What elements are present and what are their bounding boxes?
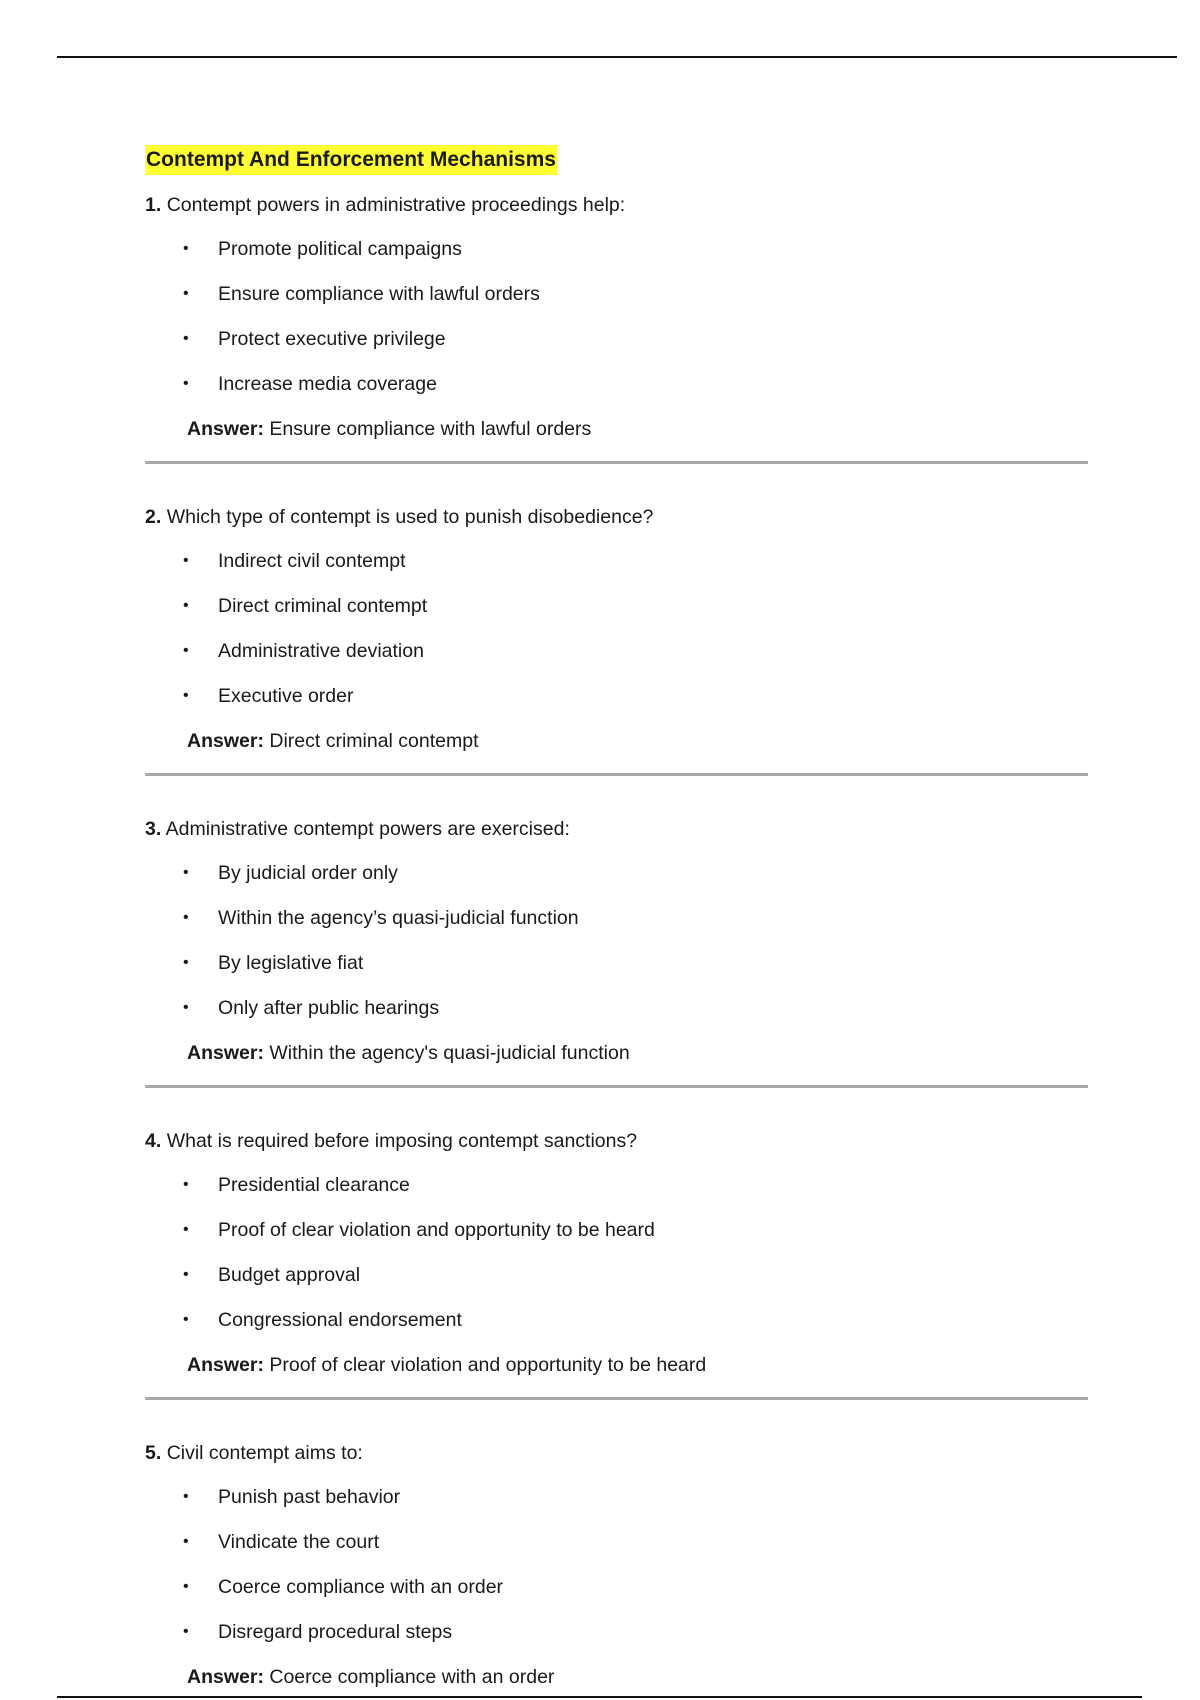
document-body <box>145 145 1090 1691</box>
option-item <box>145 637 1090 665</box>
option-item <box>145 1261 1090 1289</box>
bullet-icon: • <box>183 1176 189 1193</box>
option-item <box>145 547 1090 575</box>
bullet-icon: • <box>183 1488 189 1505</box>
question-text <box>145 503 1090 531</box>
option-text: Promote political campaigns <box>218 238 462 260</box>
option-text: Executive order <box>218 685 354 707</box>
bullet-icon: • <box>183 330 189 347</box>
question-block <box>145 1127 1090 1400</box>
answer-label: Answer: <box>187 1042 264 1064</box>
bullet-icon: • <box>183 597 189 614</box>
bullet-icon: • <box>183 1533 189 1550</box>
option-text: Congressional endorsement <box>218 1309 462 1331</box>
question-divider <box>145 1397 1088 1400</box>
option-list <box>145 547 1090 710</box>
option-item <box>145 1573 1090 1601</box>
option-text: Coerce compliance with an order <box>218 1576 504 1598</box>
section-title: Contempt And Enforcement Mechanisms <box>145 145 557 175</box>
question-block <box>145 1439 1090 1691</box>
option-list <box>145 1171 1090 1334</box>
answer-text: Ensure compliance with lawful orders <box>269 418 592 440</box>
bullet-icon: • <box>183 1311 189 1328</box>
bullet-icon: • <box>183 909 189 926</box>
question-text <box>145 1127 1090 1155</box>
option-item <box>145 859 1090 887</box>
bullet-icon: • <box>183 642 189 659</box>
bullet-icon: • <box>183 1578 189 1595</box>
option-item <box>145 904 1090 932</box>
answer-text: Within the agency's quasi-judicial function <box>269 1042 630 1064</box>
option-text: By legislative fiat <box>218 952 364 974</box>
question-number: 2. <box>145 506 162 528</box>
option-item <box>145 1528 1090 1556</box>
bullet-icon: • <box>183 1221 189 1238</box>
bullet-icon: • <box>183 1623 189 1640</box>
bullet-icon: • <box>183 1266 189 1283</box>
option-list <box>145 859 1090 1022</box>
question-number: 5. <box>145 1442 162 1464</box>
option-text: Disregard procedural steps <box>218 1621 453 1643</box>
bullet-icon: • <box>183 999 189 1016</box>
option-text: By judicial order only <box>218 862 398 884</box>
option-item <box>145 1216 1090 1244</box>
bullet-icon: • <box>183 864 189 881</box>
question-divider <box>145 1085 1088 1088</box>
option-item <box>145 280 1090 308</box>
option-item <box>145 994 1090 1022</box>
question-block <box>145 191 1090 464</box>
question-prompt: What is required before imposing contempt sanctions? <box>166 1130 638 1152</box>
option-item <box>145 1171 1090 1199</box>
answer-label: Answer: <box>187 1666 264 1688</box>
option-text: Punish past behavior <box>218 1486 401 1508</box>
option-item <box>145 592 1090 620</box>
option-item <box>145 1618 1090 1646</box>
question-block <box>145 815 1090 1088</box>
bullet-icon: • <box>183 687 189 704</box>
bullet-icon: • <box>183 285 189 302</box>
answer-line <box>187 415 1090 443</box>
question-divider <box>145 461 1088 464</box>
answer-line <box>187 1039 1090 1067</box>
answer-line <box>187 727 1090 755</box>
question-number: 3. <box>145 818 162 840</box>
option-item <box>145 1483 1090 1511</box>
bullet-icon: • <box>183 240 189 257</box>
header-rule <box>57 56 1177 58</box>
option-text: Ensure compliance with lawful orders <box>218 283 540 305</box>
question-prompt: Which type of contempt is used to punish disobedience? <box>166 506 654 528</box>
question-text <box>145 815 1090 843</box>
answer-label: Answer: <box>187 1354 264 1376</box>
option-text: Only after public hearings <box>218 997 440 1019</box>
option-item <box>145 682 1090 710</box>
bullet-icon: • <box>183 375 189 392</box>
option-text: Budget approval <box>218 1264 361 1286</box>
question-block <box>145 503 1090 776</box>
question-text <box>145 191 1090 219</box>
answer-line <box>187 1663 1090 1691</box>
option-list <box>145 235 1090 398</box>
option-item <box>145 370 1090 398</box>
option-item <box>145 235 1090 263</box>
option-text: Vindicate the court <box>218 1531 380 1553</box>
question-divider <box>145 773 1088 776</box>
answer-text: Proof of clear violation and opportunity to be heard <box>269 1354 707 1376</box>
answer-line <box>187 1351 1090 1379</box>
option-text: Protect executive privilege <box>218 328 446 350</box>
option-text: Direct criminal contempt <box>218 595 428 617</box>
answer-text: Coerce compliance with an order <box>269 1666 555 1688</box>
option-text: Administrative deviation <box>218 640 424 662</box>
bullet-icon: • <box>183 954 189 971</box>
option-text: Presidential clearance <box>218 1174 410 1196</box>
option-text: Within the agency’s quasi-judicial function <box>218 907 579 929</box>
answer-text: Direct criminal contempt <box>269 730 479 752</box>
answer-label: Answer: <box>187 418 264 440</box>
question-number: 4. <box>145 1130 162 1152</box>
answer-label: Answer: <box>187 730 264 752</box>
footer-rule <box>57 1696 1142 1698</box>
option-item <box>145 1306 1090 1334</box>
option-text: Proof of clear violation and opportunity to be heard <box>218 1219 655 1241</box>
option-item <box>145 325 1090 353</box>
bullet-icon: • <box>183 552 189 569</box>
question-text <box>145 1439 1090 1467</box>
option-item <box>145 949 1090 977</box>
option-list <box>145 1483 1090 1646</box>
option-text: Increase media coverage <box>218 373 437 395</box>
question-number: 1. <box>145 194 162 216</box>
option-text: Indirect civil contempt <box>218 550 406 572</box>
question-prompt: Administrative contempt powers are exercised: <box>165 818 570 840</box>
question-prompt: Civil contempt aims to: <box>166 1442 363 1464</box>
question-prompt: Contempt powers in administrative proceedings help: <box>166 194 626 216</box>
question-list <box>145 191 1090 1691</box>
